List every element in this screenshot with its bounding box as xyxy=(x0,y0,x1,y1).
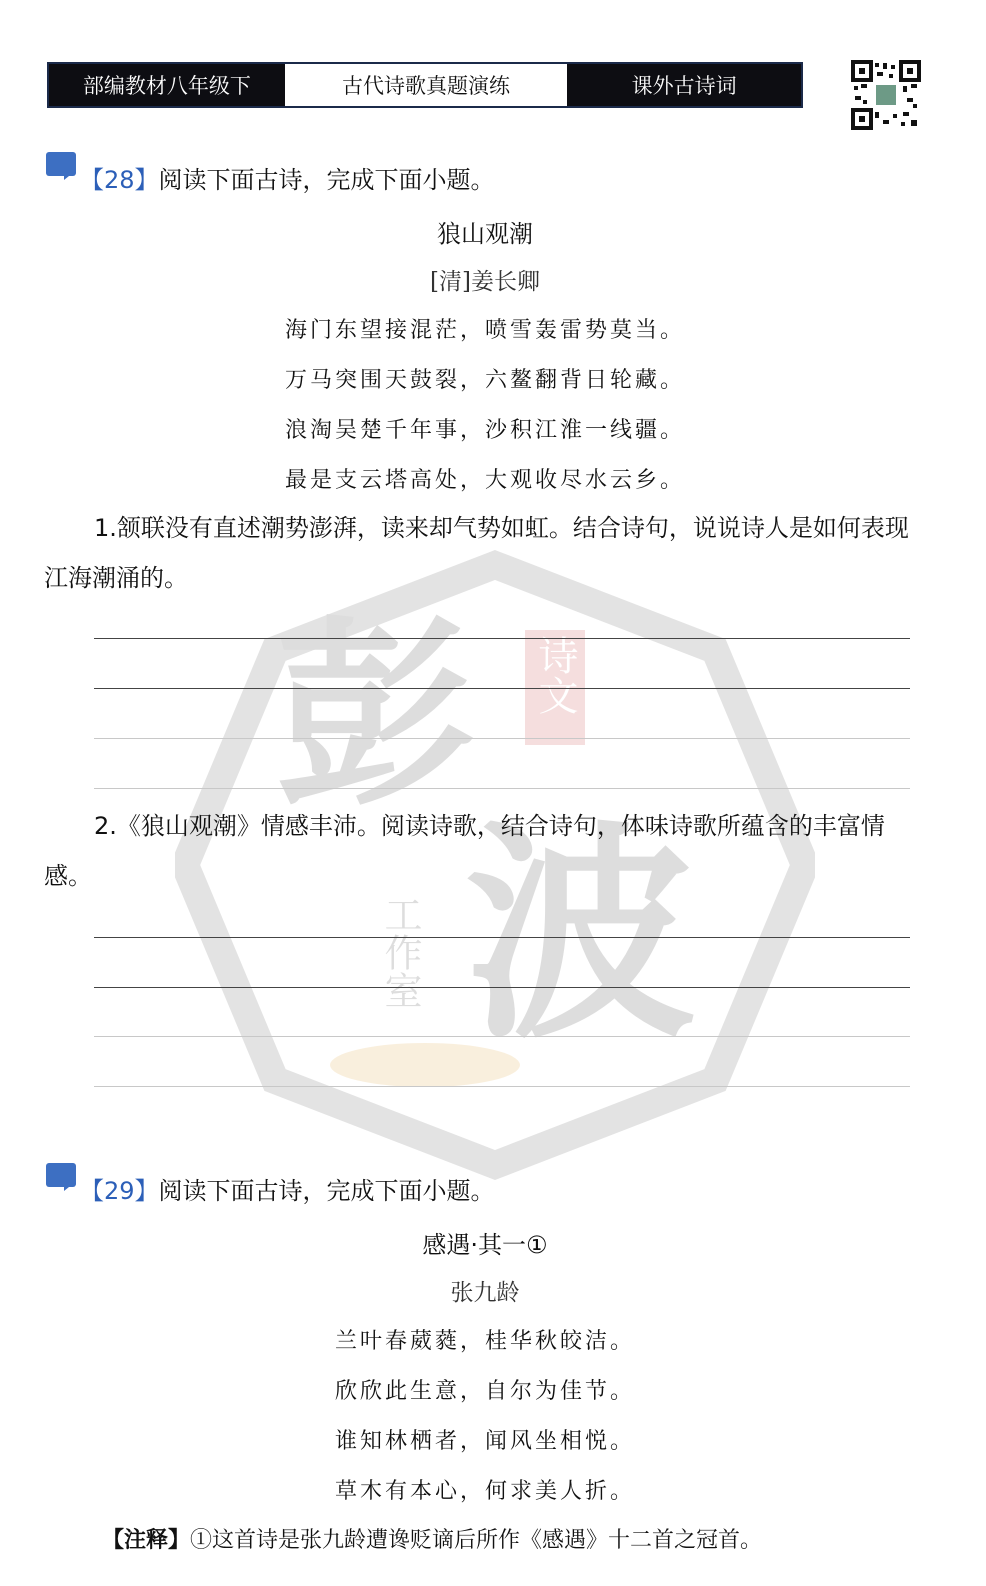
poem-28-author: [清]姜长卿 xyxy=(430,269,540,295)
question-1: 1.颔联没有直述潮势澎湃，读来却气势如虹。结合诗句，说说诗人是如何表现江海潮涌的。 xyxy=(44,514,909,592)
poem-29-line: 欣欣此生意，自尔为佳节。 xyxy=(334,1379,635,1404)
watermark-seal: 诗文 xyxy=(532,635,578,715)
header-topic: 古代诗歌真题演练 xyxy=(285,64,568,106)
poem-28-line: 万马突围天鼓裂，六鳌翻背日轮藏。 xyxy=(284,368,685,393)
poem-28-line: 浪淘吴楚千年事，沙积江淮一线疆。 xyxy=(284,418,685,443)
section-28-instruction: 阅读下面古诗，完成下面小题。 xyxy=(158,166,495,194)
header-bar xyxy=(47,62,803,108)
poem-28-title: 狼山观潮 xyxy=(437,220,533,248)
answer-line[interactable] xyxy=(94,987,910,988)
footnote-label: 【注释】 xyxy=(102,1528,191,1553)
header-category: 课外古诗词 xyxy=(567,64,801,106)
answer-line[interactable] xyxy=(94,1036,910,1037)
section-28-heading xyxy=(80,160,495,195)
poem-28-line: 最是支云塔高处，大观收尽水云乡。 xyxy=(284,468,685,493)
section-29-icon xyxy=(46,1163,76,1187)
header-grade: 部编教材八年级下 xyxy=(49,64,285,106)
answer-line[interactable] xyxy=(94,688,910,689)
answer-line[interactable] xyxy=(94,788,910,789)
watermark-vertical-text: 工作室 xyxy=(378,895,422,1009)
section-28-number: 【28】 xyxy=(80,166,159,194)
watermark-char-2: 波 xyxy=(465,800,696,1070)
footnote xyxy=(102,1523,762,1554)
question-2: 2.《狼山观潮》情感丰沛。阅读诗歌，结合诗句，体味诗歌所蕴含的丰富情感。 xyxy=(44,812,885,890)
poem-29-title: 感遇·其一① xyxy=(422,1231,548,1259)
answer-line[interactable] xyxy=(94,1086,910,1087)
poem-28-line: 海门东望接混茫，喷雪轰雷势莫当。 xyxy=(284,318,685,343)
poem-29-author: 张九龄 xyxy=(450,1280,520,1306)
footnote-text: ①这首诗是张九龄遭谗贬谪后所作《感遇》十二首之冠首。 xyxy=(190,1528,763,1553)
qr-code-icon xyxy=(851,60,921,130)
poem-29-line: 兰叶春葳蕤，桂华秋皎洁。 xyxy=(334,1329,635,1354)
answer-line[interactable] xyxy=(94,638,910,639)
answer-line[interactable] xyxy=(94,738,910,739)
section-29-instruction: 阅读下面古诗，完成下面小题。 xyxy=(158,1177,495,1205)
poem-29-line: 谁知林栖者，闻风坐相悦。 xyxy=(334,1429,635,1454)
section-28-icon xyxy=(46,152,76,176)
section-29-number: 【29】 xyxy=(80,1177,159,1205)
watermark-char-1: 彭 xyxy=(275,598,476,833)
poem-29-line: 草木有本心，何求美人折。 xyxy=(334,1479,635,1504)
answer-line[interactable] xyxy=(94,937,910,938)
section-29-heading xyxy=(80,1171,495,1206)
